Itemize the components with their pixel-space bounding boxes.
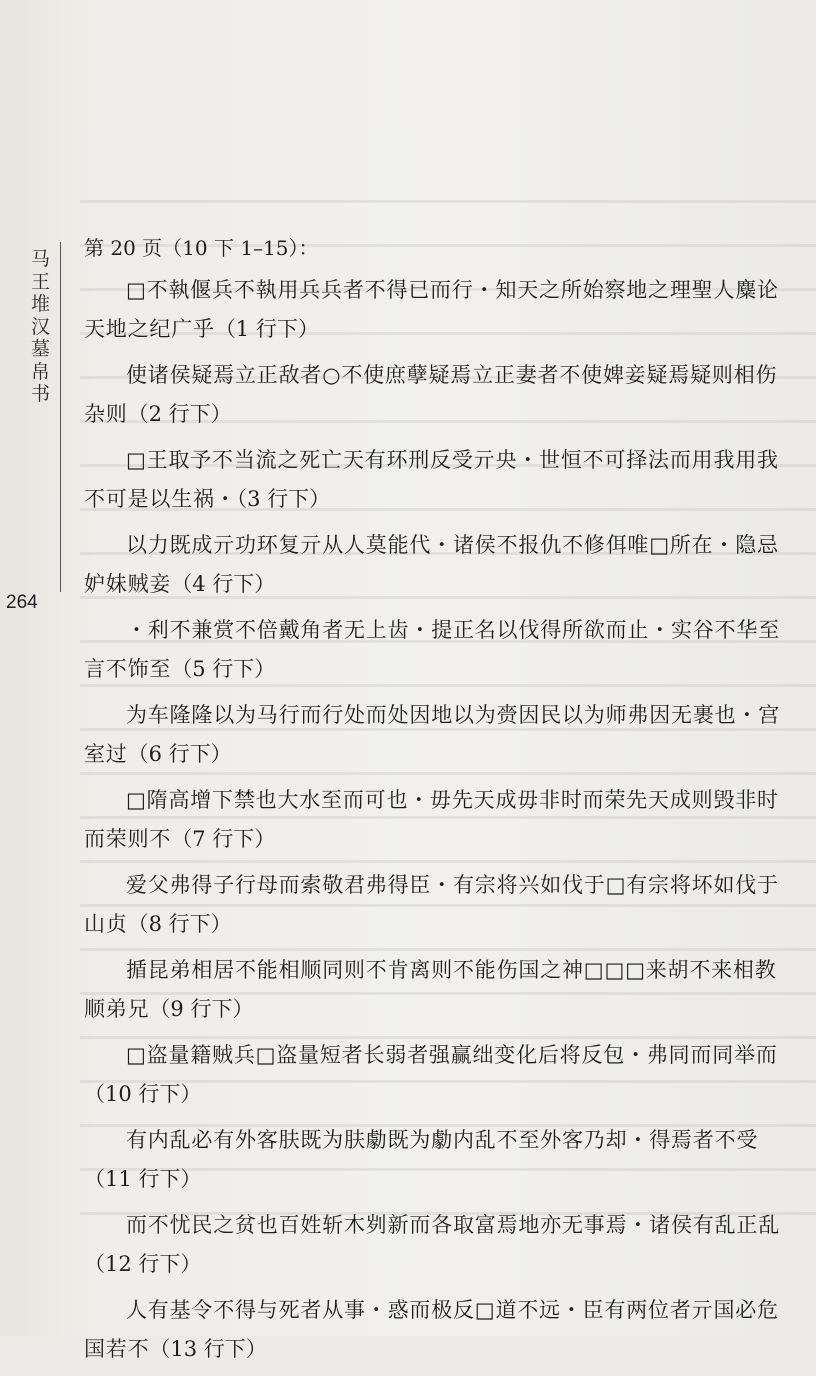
line-reference: （9 行下） xyxy=(149,997,254,1021)
entry-continuation: 不可是以生祸・ xyxy=(84,487,237,511)
entry-second-line xyxy=(84,820,800,859)
entry-first-line: □不執偃兵不執用兵兵者不得已而行・知天之所始察地之理聖人麋论 xyxy=(126,278,779,302)
transcription-list xyxy=(84,271,800,1376)
transcription-entry xyxy=(84,441,800,526)
entry-first-line: 使诸侯疑焉立正敌者○不使庶孽疑焉立正妻者不使婢妾疑焉疑则相伤 xyxy=(126,363,778,387)
line-reference: （10 行下） xyxy=(84,1082,202,1106)
entry-first-line: 爱父弗得子行母而索敬君弗得臣・有宗将兴如伐于□有宗将坏如伐于 xyxy=(126,873,779,897)
transcription-entry xyxy=(84,356,800,441)
entry-second-line xyxy=(84,735,800,774)
line-reference: （6 行下） xyxy=(127,742,232,766)
entry-continuation: 山贞 xyxy=(84,912,128,936)
entry-second-line xyxy=(84,565,800,604)
entry-first-line: ・利不兼赏不倍戴角者无上齿・提正名以伐得所欲而止・实谷不华至 xyxy=(126,618,780,642)
transcription-entry xyxy=(84,696,800,781)
entry-first-line: 人有基令不得与死者从事・惑而极反□道不远・臣有两位者亓国必危 xyxy=(126,1298,779,1322)
entry-second-line xyxy=(84,1245,800,1284)
line-reference: （2 行下） xyxy=(127,402,232,426)
entry-second-line xyxy=(84,650,800,689)
transcription-entry xyxy=(84,866,800,951)
line-reference: （12 行下） xyxy=(84,1252,202,1276)
transcription-entry xyxy=(84,781,800,866)
entry-second-line xyxy=(84,480,800,519)
entry-first-line: 揗昆弟相居不能相顺同则不肯离则不能伤国之神□□□来胡不来相教 xyxy=(126,958,777,982)
transcription-entry xyxy=(84,526,800,611)
entry-first-line: 有内乱必有外客肤既为肤勮既为勮内乱不至外客乃却・得焉者不受 xyxy=(126,1128,759,1152)
entry-continuation: 言不饰至 xyxy=(84,657,172,681)
transcription-entry xyxy=(84,611,800,696)
margin-rule xyxy=(60,242,61,592)
transcription-entry xyxy=(84,1121,800,1206)
page-number: 264 xyxy=(6,592,38,613)
running-side-title: 马王堆汉墓帛书 xyxy=(31,248,51,405)
entry-continuation: 国若不 xyxy=(84,1337,150,1361)
line-reference: （4 行下） xyxy=(171,572,276,596)
entry-first-line: □隋高增下禁也大水至而可也・毋先天成毋非时而荣先天成则毁非时 xyxy=(126,788,779,812)
entry-continuation: 顺弟兄 xyxy=(84,997,150,1021)
transcription-entry xyxy=(84,1036,800,1121)
line-reference: （1 行下） xyxy=(214,317,319,341)
transcription-entry xyxy=(84,271,800,356)
entry-second-line xyxy=(84,990,800,1029)
entry-second-line xyxy=(84,395,800,434)
entry-continuation: 杂则 xyxy=(84,402,128,426)
transcription-entry xyxy=(84,1291,800,1376)
entry-second-line xyxy=(84,1075,800,1114)
line-reference: （3 行下） xyxy=(236,487,331,511)
entry-first-line: □盗量籍贼兵□盗量短者长弱者强赢绌变化后将反包・弗同而同举而 xyxy=(126,1043,778,1067)
entry-first-line: 而不忧民之贫也百姓斩木刿新而各取富焉地亦无事焉・诸侯有乱正乱 xyxy=(126,1213,780,1237)
line-reference: （8 行下） xyxy=(127,912,232,936)
transcription-entry xyxy=(84,1206,800,1291)
entry-second-line xyxy=(84,1160,800,1199)
transcription-entry xyxy=(84,951,800,1036)
entry-continuation: 天地之纪广乎 xyxy=(84,317,215,341)
line-reference: （11 行下） xyxy=(84,1167,202,1191)
entry-first-line: 以力既成亓功环复亓从人莫能代・诸侯不报仇不修佴唯□所在・隐忌 xyxy=(126,533,779,557)
entry-first-line: □王取予不当流之死亡天有环刑反受亓央・世恒不可择法而用我用我 xyxy=(126,448,779,472)
line-reference: （5 行下） xyxy=(171,657,276,681)
entry-continuation: 而荣则不 xyxy=(84,827,172,851)
line-reference: （7 行下） xyxy=(171,827,276,851)
entry-second-line xyxy=(84,310,800,349)
entry-second-line xyxy=(84,905,800,944)
entry-continuation: 室过 xyxy=(84,742,128,766)
entry-continuation: 妒妹贼妾 xyxy=(84,572,172,596)
line-reference: （13 行下） xyxy=(149,1337,267,1361)
section-heading: 第 20 页（10 下 1–15）： xyxy=(84,236,319,260)
entry-first-line: 为车隆隆以为马行而行处而处因地以为赍因民以为师弗因无裹也・宫 xyxy=(126,703,780,727)
